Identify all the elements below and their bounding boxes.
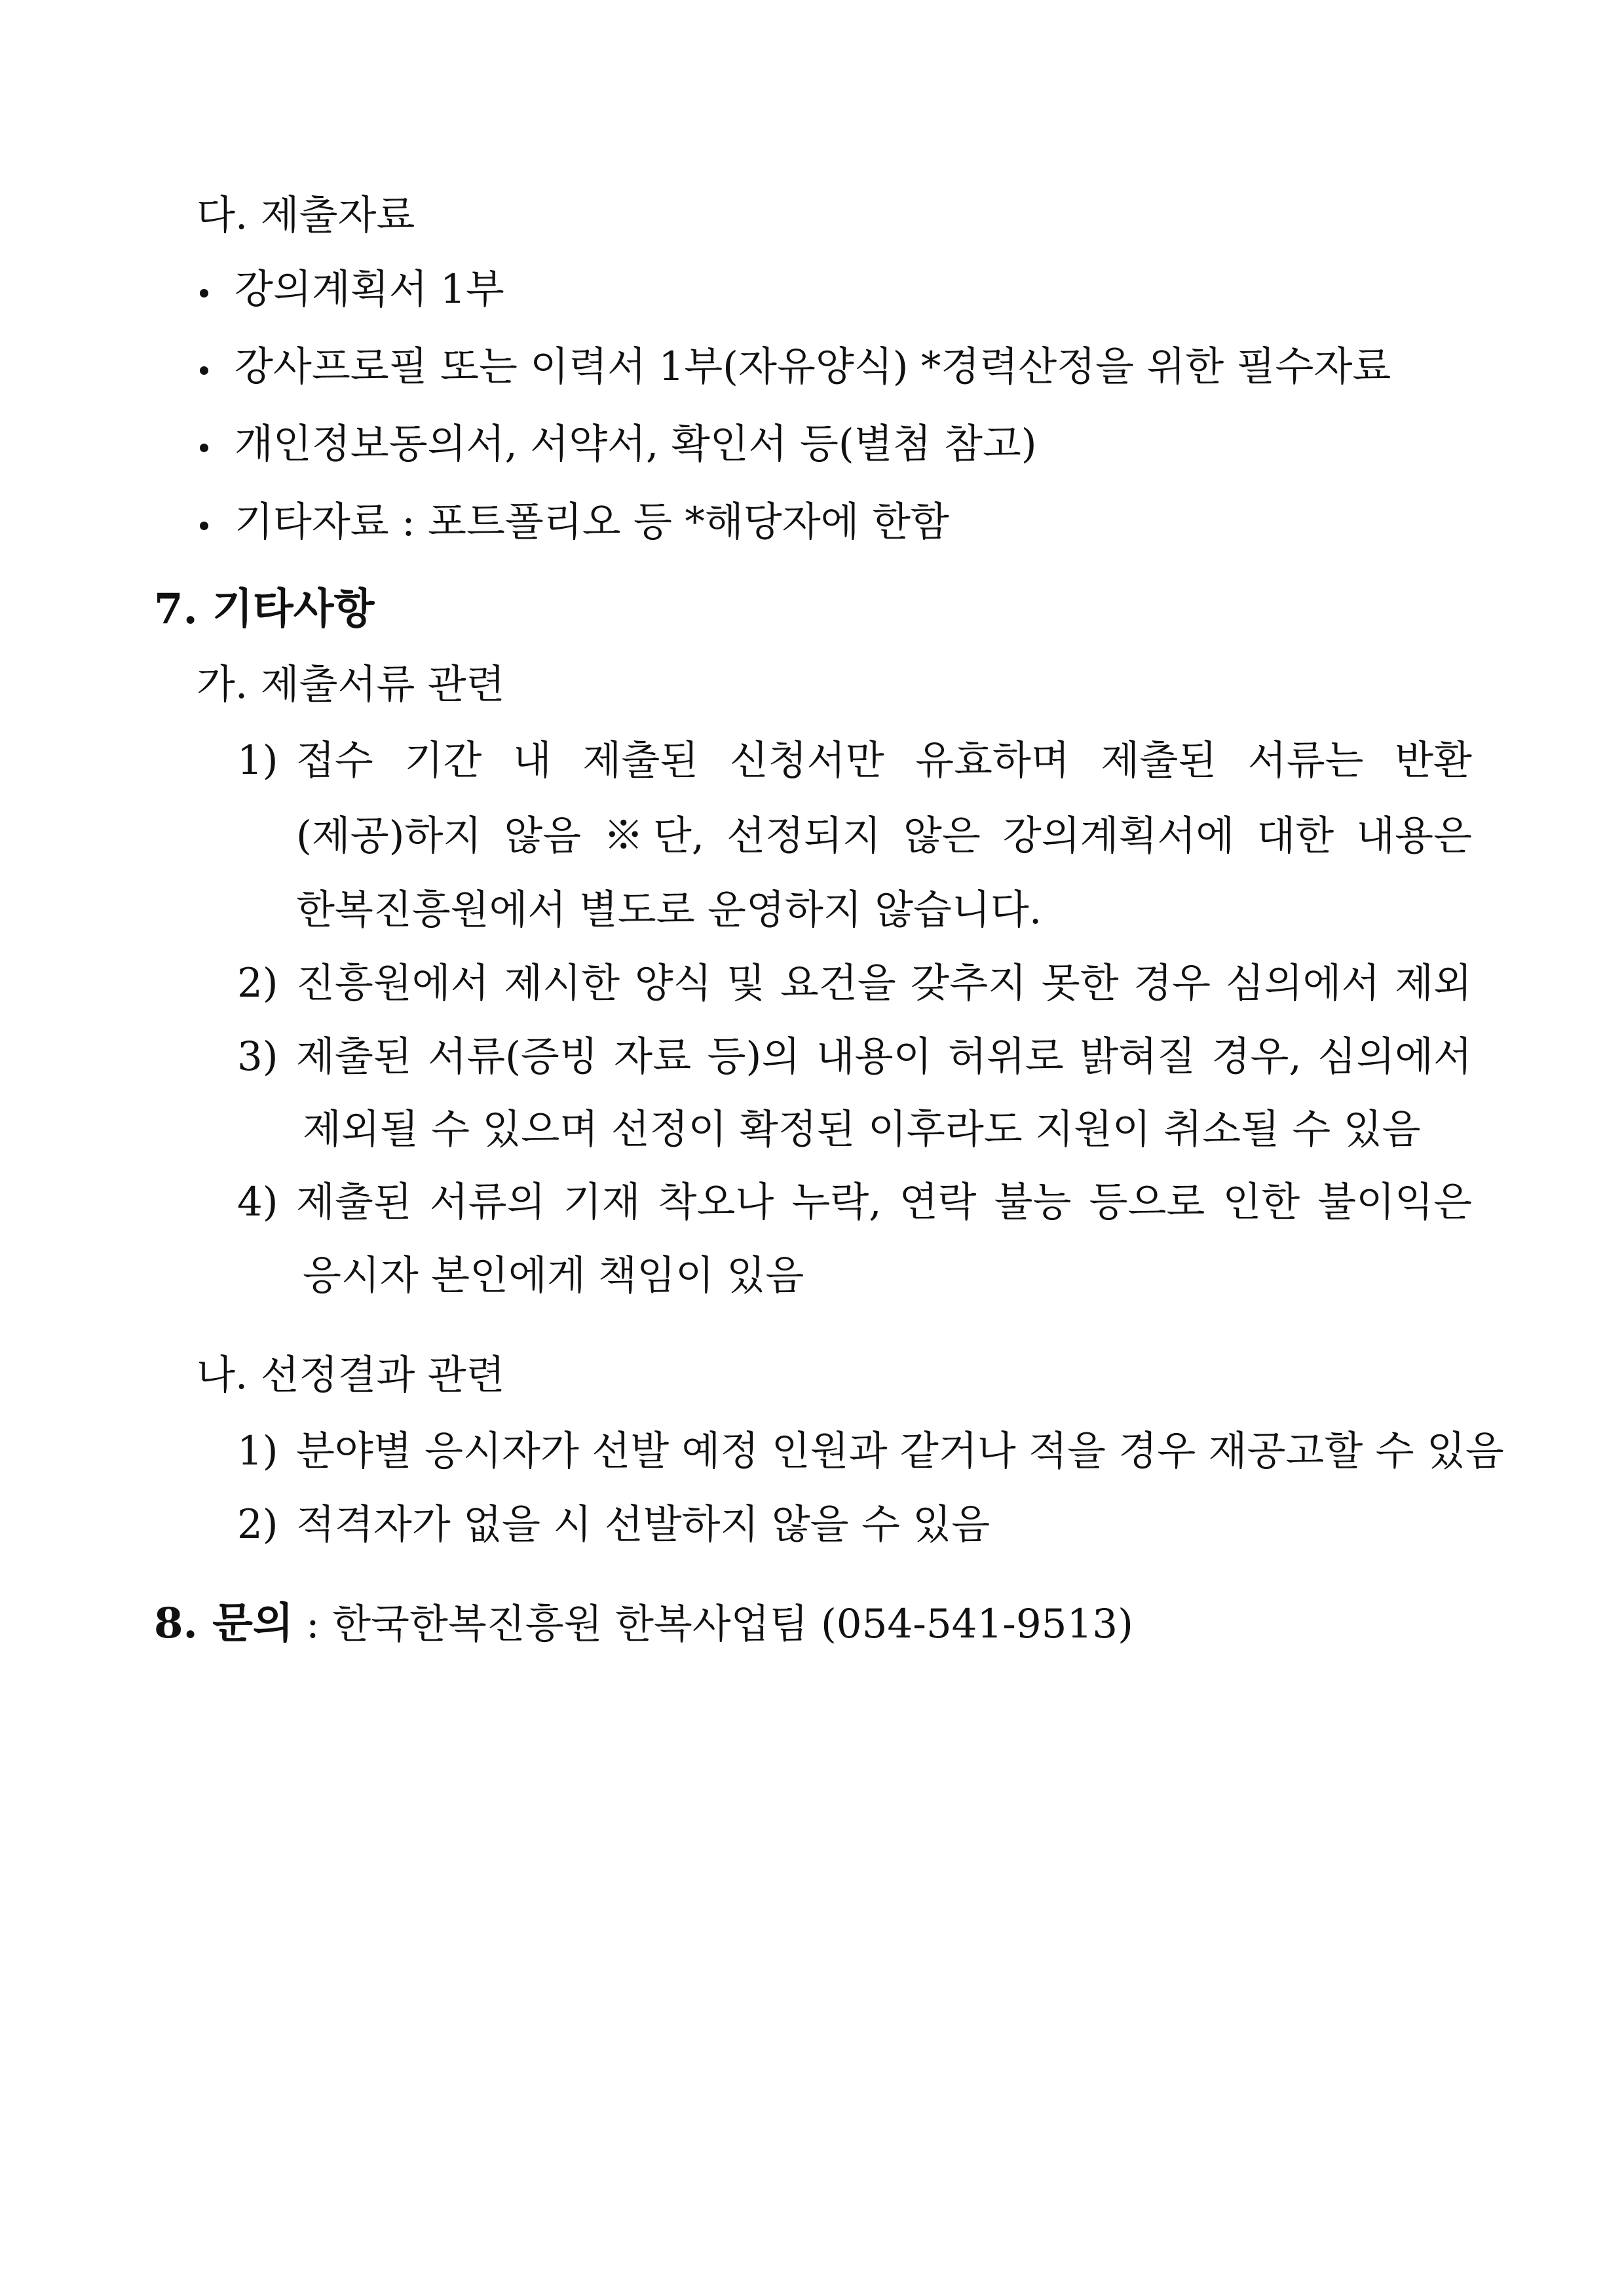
- section-heading: 8. 문의: [154, 1599, 293, 1648]
- bullet-dot: [200, 366, 208, 375]
- item-text-line: 응시자 본인에게 책임이 있음: [303, 1252, 804, 1299]
- item-text-line: 제외될 수 있으며 선정이 확정된 이후라도 지원이 취소될 수 있음: [303, 1106, 1421, 1153]
- contact-info: : 한국한복진흥원 한복사업팀 (054-541-9513): [293, 1601, 1133, 1647]
- item-text-line: 제출된 서류의 기재 착오나 누락, 연락 불능 등으로 인한 불이익은: [296, 1179, 1472, 1225]
- bullet-item: 개인정보동의서, 서약서, 확인서 등(별첨 참고): [235, 421, 1037, 467]
- contact-line: [154, 1599, 1133, 1648]
- item-number: 2): [237, 1501, 278, 1548]
- bullet-dot: [200, 444, 208, 452]
- item-text-line: 분야별 응시자가 선발 예정 인원과 같거나 적을 경우 재공고할 수 있음: [296, 1428, 1504, 1474]
- item-text-line: 접수 기간 내 제출된 신청서만 유효하며 제출된 서류는 반환: [296, 737, 1472, 784]
- item-text-line: 제출된 서류(증빙 자료 등)의 내용이 허위로 밝혀질 경우, 심의에서: [296, 1033, 1472, 1080]
- bullet-item: 강사프로필 또는 이력서 1부(자유양식) *경력산정을 위한 필수자료: [235, 343, 1391, 390]
- bullet-dot: [200, 522, 208, 530]
- item-text-line: 한복진흥원에서 별도로 운영하지 않습니다.: [296, 887, 1042, 933]
- bullet-item: 기타자료 : 포트폴리오 등 *해당자에 한함: [235, 499, 949, 545]
- bullet-dot: [200, 289, 208, 297]
- item-number: 3): [237, 1033, 278, 1080]
- item-number: 1): [237, 1428, 278, 1474]
- subsection-heading: 나. 선정결과 관련: [197, 1352, 505, 1398]
- item-text-line: 적격자가 없을 시 선발하지 않을 수 있음: [296, 1501, 991, 1548]
- item-number: 1): [237, 737, 278, 784]
- item-number: 2): [237, 960, 278, 1006]
- item-number: 4): [237, 1179, 278, 1225]
- item-text-line: 진흥원에서 제시한 양식 및 요건을 갖추지 못한 경우 심의에서 제외: [296, 960, 1472, 1006]
- item-text-line: (제공)하지 않음 ※단, 선정되지 않은 강의계획서에 대한 내용은: [296, 813, 1472, 859]
- subsection-heading: 다. 제출자료: [197, 192, 415, 239]
- section-heading: 7. 기타사항: [154, 584, 375, 634]
- bullet-item: 강의계획서 1부: [235, 266, 504, 313]
- subsection-heading: 가. 제출서류 관련: [197, 661, 505, 708]
